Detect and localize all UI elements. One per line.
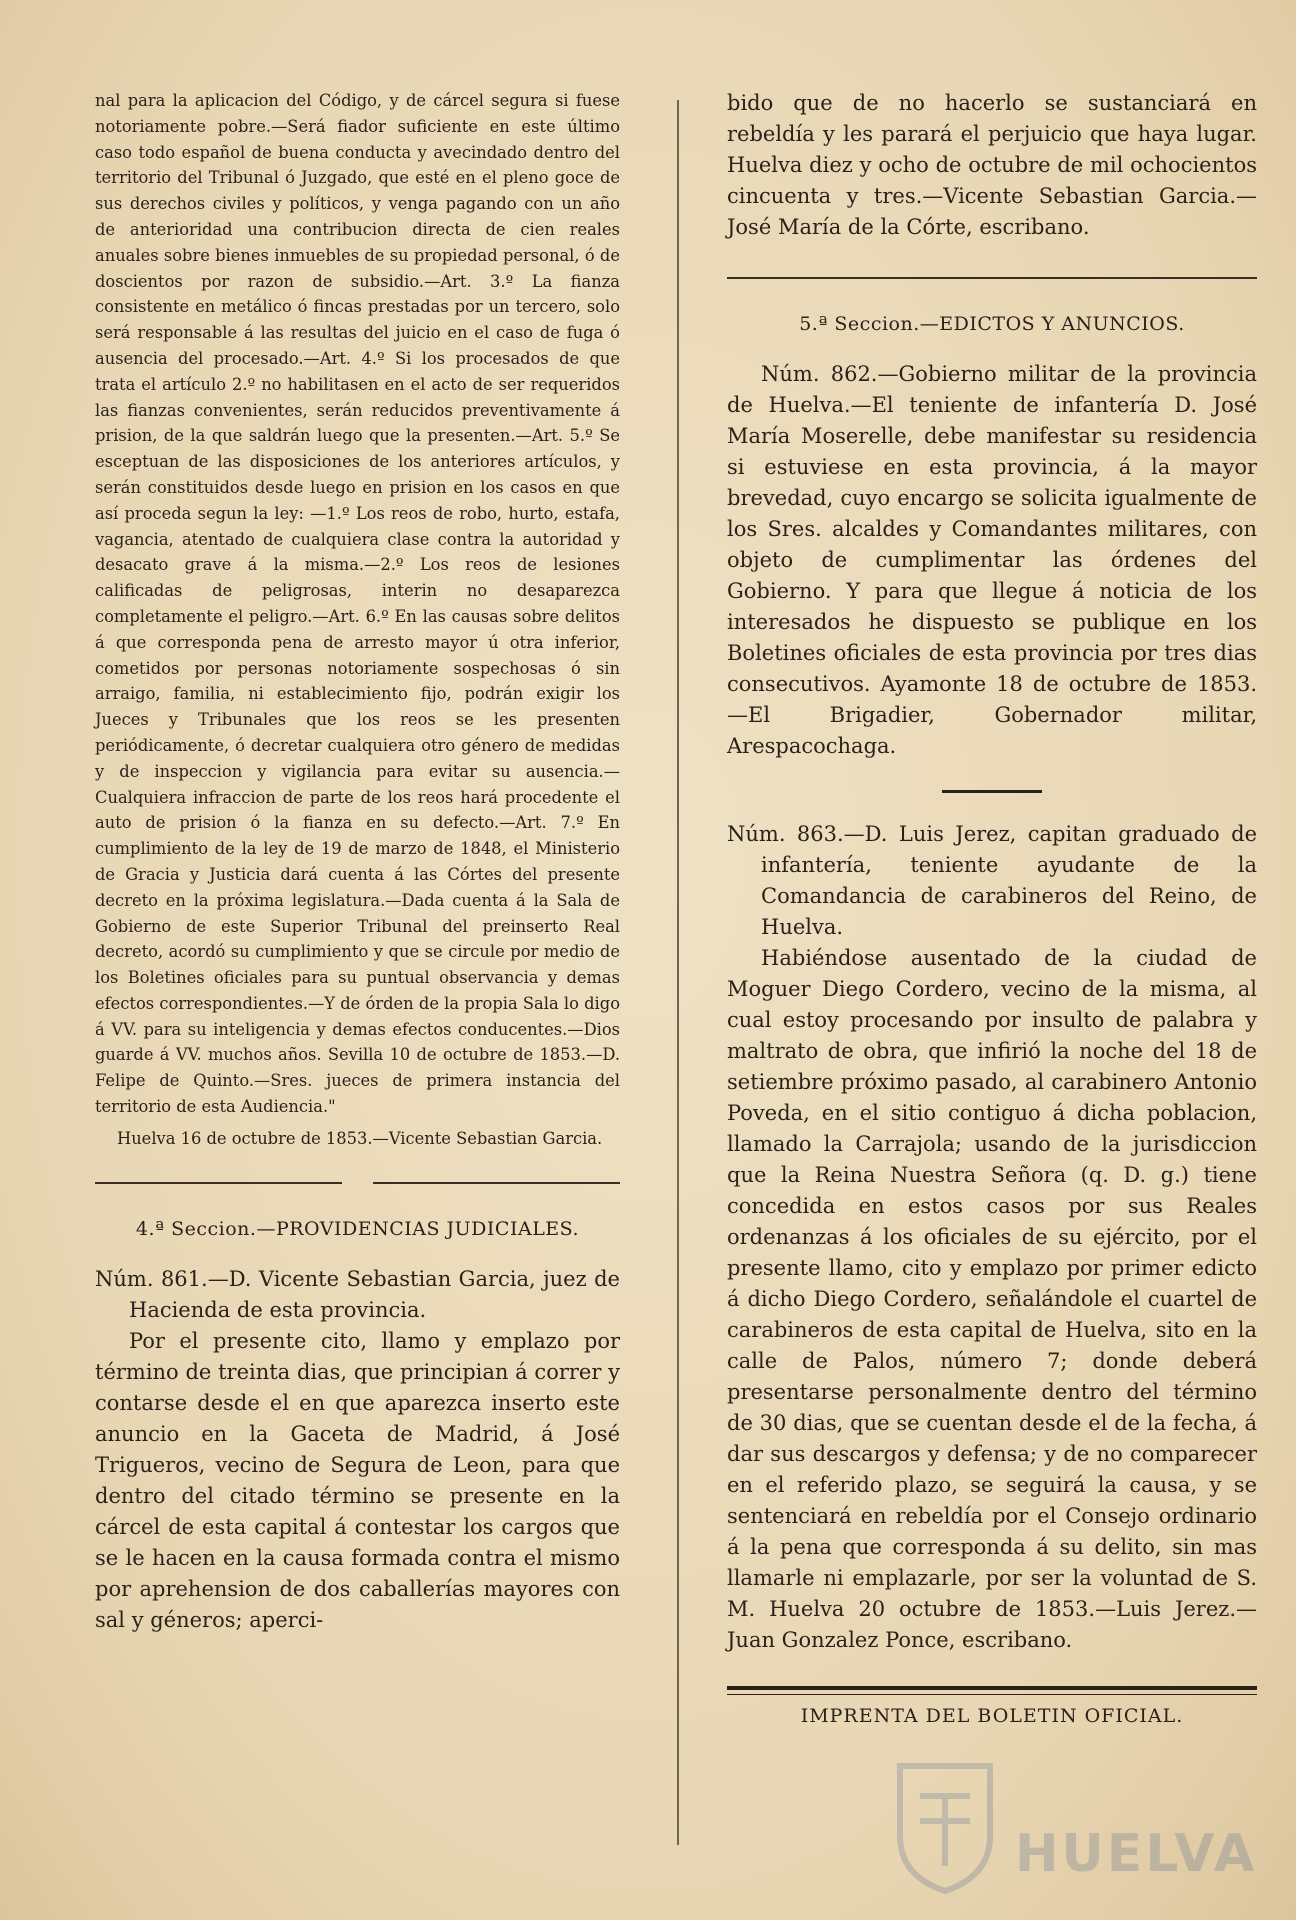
imprint-label: IMPRENTA DEL BOLETIN OFICIAL. [800, 1705, 1184, 1727]
decree-signature: Huelva 16 de octubre de 1853.—Vicente Sebastian Garcia. [117, 1128, 603, 1148]
notice-861-body: Por el presente cito, llamo y emplazo por término de treinta dias, que principian á correr y contarse desde el en que aparezca inserto este anuncio en la Gaceta de Madrid, á José Trigueros, vecino de Segura de Leon, para que dentro del citado término se presente en la cárcel de esta capital á contestar los cargos que se le hacen en la causa formada contra el mismo por aprehension de dos caballerías mayores con sal y géneros; aperci- [95, 1328, 620, 1632]
watermark-text: HUELVA [1015, 1824, 1258, 1884]
divider-left [95, 1182, 342, 1184]
notice-862: Núm. 862.—Gobierno militar de la provincia de Huelva.—El teniente de infantería D. José María Moserelle, debe manifestar su residencia si estuviese en esta provincia, á la mayor brevedad, cuyo encargo se solicita igualmente de los Sres. alcaldes y Comandantes militares, con objeto de cumplimentar las órdenes del Gobierno. Y para que llegue á noticia de los interesados he dispuesto se publique en los Boletines oficiales de esta provincia por tres dias consecutivos. Ayamonte 18 de octubre de 1853.—El Brigadier, Gobernador militar, Arespacochaga. [727, 362, 1257, 758]
notice-863-heading: Núm. 863.—D. Luis Jerez, capitan graduado de infantería, teniente ayudante de la Comandancia de carabineros del Reino, de Huelva. [727, 822, 1257, 939]
imprint-rule-thin [727, 1694, 1257, 1695]
notice-863-body: Habiéndose ausentado de la ciudad de Moguer Diego Cordero, vecino de la misma, al cual estoy procesando por insulto de palabra y maltrato de obra, que infirió la noche del 18 de setiembre próximo pasado, al carabinero Antonio Poveda, en el sitio contiguo á dicha poblacion, llamado la Carrajola; usando de la jurisdiccion que la Reina Nuestra Señora (q. D. g.) tiene concedida en estos casos por sus Reales ordenanzas á los oficiales de su ejército, por el presente llamo, cito y emplazo por primer edicto á dicho Diego Cordero, señalándole el cuartel de carabineros de esta capital de Huelva, sito en la calle de Palos, número 7; donde deberá presentarse personalmente dentro del término de 30 dias, que se cuentan desde el de la fecha, á dar sus descargos y defensa; y de no comparecer en el referido plazo, se seguirá la causa, y se sentenciará en rebeldía por el Consejo ordinario á la pena que corresponda á su delito, sin mas llamarle ni emplazarle, por ser la voluntad de S. M. Huelva 20 octubre de 1853.—Luis Jerez.—Juan Gonzalez Ponce, escribano. [727, 946, 1257, 1652]
divider-right [373, 1182, 620, 1184]
imprint-rule-thick [727, 1686, 1257, 1690]
section-4-heading: 4.ª Seccion.—PROVIDENCIAS JUDICIALES. [135, 1217, 580, 1240]
archive-watermark [890, 1756, 1280, 1906]
notice-861-continuation: bido que de no hacerlo se sustanciará en rebeldía y les parará el perjuicio que haya lugar. Huelva diez y ocho de octubre de mil ochocientos cincuenta y tres.—Vicente Sebastian Garcia.—José María de la Córte, escribano. [727, 91, 1257, 239]
column-divider [677, 100, 679, 1845]
decree-continuation: nal para la aplicacion del Código, y de cárcel segura si fuese notoriamente pobre.—Será fiador suficiente en este último caso todo español de buena conducta y avecindado dentro del territorio del Tribunal ó Juzgado, que esté en el pleno goce de sus derechos civiles y políticos, y venga pagando con un año de anterioridad una contribucion directa de cien reales anuales sobre bienes inmuebles de su propiedad personal, ó de doscientos por razon de subsidio.—Art. 3.º La fianza consistente en metálico ó fincas prestadas por un tercero, solo será responsable á las resultas del juicio en el caso de fuga ó ausencia del procesado.—Art. 4.º Si los procesados de que trata el artículo 2.º no habilitasen en el acto de ser requeridos las fianzas convenientes, serán reducidos preventivamente á prision, de la que saldrán luego que la presenten.—Art. 5.º Se esceptuan de las disposiciones de los anteriores artículos, y serán constituidos desde luego en prision en los casos en que así proceda segun la ley: —1.º Los reos de robo, hurto, estafa, vagancia, atentado de cualquiera clase contra la autoridad y desacato grave á la misma.—2.º Los reos de lesiones calificadas de peligrosas, interin no desaparezca completamente el peligro.—Art. 6.º En las causas sobre delitos á que corresponda pena de arresto mayor ú otra inferior, cometidos por personas notoriamente sospechosas ó sin arraigo, familia, ni establecimiento fijo, podrán exigir los Jueces y Tribunales que los reos se les presenten periódicamente, ó decretar cualquiera otro género de medidas y de inspeccion y vigilancia para evitar su ausencia.—Cualquiera infraccion de parte de los reos hará procedente el auto de prision ó la fianza en su defecto.—Art. 7.º En cumplimiento de la ley de 19 de marzo de 1848, el Ministerio de Gracia y Justicia dará cuenta á las Córtes del presente decreto en la próxima legislatura.—Dada cuenta á la Sala de Gobierno de este Superior Tribunal del preinserto Real decreto, acordó su cumplimiento y que se circule por medio de los Boletines oficiales para su puntual observancia y demas efectos correspondientes.—Y de órden de la propia Sala lo digo á VV. para su inteligencia y demas efectos conducentes.—Dios guarde á VV. muchos años. Sevilla 10 de octubre de 1853.—D. Felipe de Quinto.—Sres. jueces de primera instancia del territorio de esta Audiencia." [95, 91, 620, 1117]
shield-icon [890, 1756, 1000, 1896]
section-divider [727, 277, 1257, 279]
notice-861-heading: Núm. 861.—D. Vicente Sebastian Garcia, juez de Hacienda de esta provincia. [95, 1266, 620, 1322]
right-column [727, 88, 1257, 1727]
left-column [95, 88, 620, 1636]
short-divider [942, 790, 1042, 793]
double-divider [95, 1182, 620, 1184]
section-5-heading: 5.ª Seccion.—EDICTOS Y ANUNCIOS. [799, 313, 1185, 335]
